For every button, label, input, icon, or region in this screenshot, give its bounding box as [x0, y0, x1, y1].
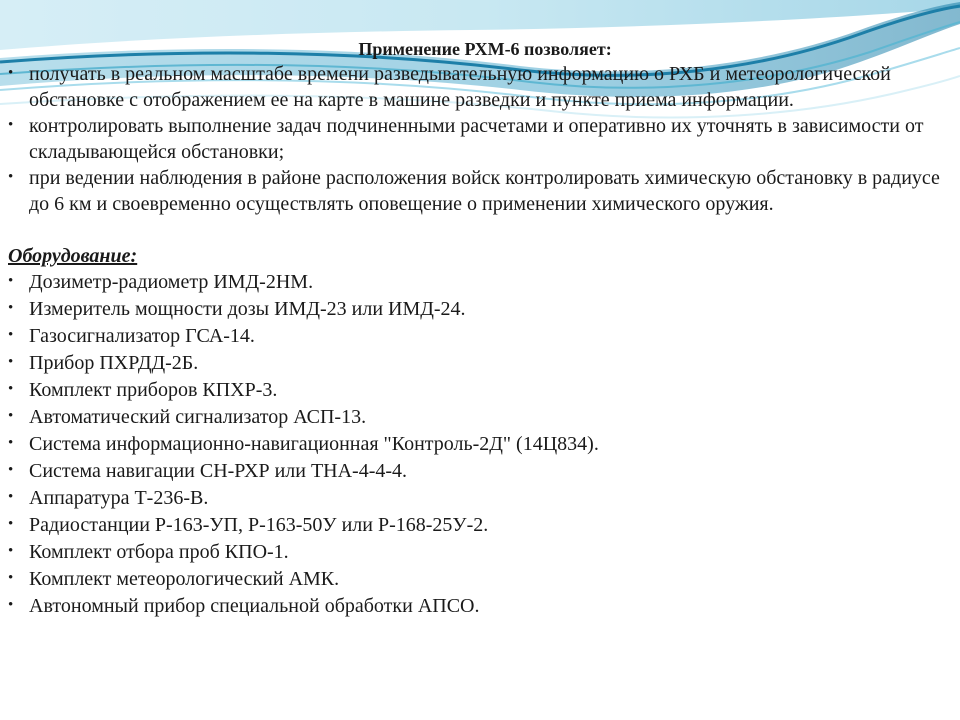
equipment-list	[0, 269, 960, 620]
bullet-icon: •	[8, 300, 14, 316]
uses-item-text: контролировать выполнение задач подчиненными расчетами и оперативно их уточнять в зависимости от складывающейся обстановки;	[29, 115, 924, 163]
equipment-item-text: Прибор ПХРДД-2Б.	[29, 352, 199, 374]
equipment-item-text: Дозиметр-радиометр ИМД-2НМ.	[29, 271, 314, 293]
bullet-icon: •	[8, 489, 14, 505]
uses-item-text: получать в реальном масштабе времени разведывательную информацию о РХБ и метеорологической обстановке с отображением ее на карте в машине разведки и пункте приема информации.	[29, 63, 891, 111]
equipment-item-text: Система навигации СН-РХР или ТНА-4-4-4.	[29, 460, 408, 482]
bullet-icon: •	[8, 169, 14, 185]
uses-item	[0, 113, 960, 165]
equipment-item-text: Комплект приборов КПХР-3.	[29, 379, 278, 401]
bullet-icon: •	[8, 597, 14, 613]
uses-item	[0, 61, 960, 113]
bullet-icon: •	[8, 516, 14, 532]
equipment-title: Оборудование:	[8, 245, 138, 267]
equipment-item-text: Система информационно-навигационная "Контроль-2Д" (14Ц834).	[29, 433, 599, 455]
equipment-item	[0, 458, 960, 485]
bullet-icon: •	[8, 273, 14, 289]
equipment-item	[0, 539, 960, 566]
bullet-icon: •	[8, 65, 14, 81]
bullet-icon: •	[8, 381, 14, 397]
bullet-icon: •	[8, 354, 14, 370]
equipment-item-text: Газосигнализатор ГСА-14.	[29, 325, 255, 347]
equipment-item	[0, 269, 960, 296]
equipment-item	[0, 566, 960, 593]
bullet-icon: •	[8, 117, 14, 133]
equipment-item	[0, 485, 960, 512]
bullet-icon: •	[8, 570, 14, 586]
slide-heading: Применение РХМ-6 позволяет:	[358, 39, 612, 59]
equipment-item-text: Автономный прибор специальной обработки АПСО.	[29, 595, 480, 617]
equipment-item	[0, 296, 960, 323]
equipment-item	[0, 323, 960, 350]
equipment-item	[0, 404, 960, 431]
equipment-item	[0, 377, 960, 404]
bullet-icon: •	[8, 327, 14, 343]
slide-content	[0, 38, 960, 620]
equipment-item-text: Комплект метеорологический АМК.	[29, 568, 340, 590]
equipment-item-text: Радиостанции Р-163-УП, Р-163-50У или Р-168-25У-2.	[29, 514, 489, 536]
equipment-item	[0, 350, 960, 377]
equipment-item-text: Измеритель мощности дозы ИМД-23 или ИМД-24.	[29, 298, 466, 320]
bullet-icon: •	[8, 462, 14, 478]
equipment-item	[0, 593, 960, 620]
equipment-item	[0, 512, 960, 539]
uses-list	[0, 61, 960, 217]
uses-item	[0, 165, 960, 217]
bullet-icon: •	[8, 543, 14, 559]
equipment-item	[0, 431, 960, 458]
equipment-item-text: Автоматический сигнализатор АСП-13.	[29, 406, 367, 428]
equipment-item-text: Комплект отбора проб КПО-1.	[29, 541, 289, 563]
uses-item-text: при ведении наблюдения в районе расположения войск контролировать химическую обстановку в радиусе до 6 км и своевременно осуществлять оповещение о применении химического оружия.	[29, 167, 940, 215]
bullet-icon: •	[8, 435, 14, 451]
equipment-item-text: Аппаратура Т-236-В.	[29, 487, 209, 509]
bullet-icon: •	[8, 408, 14, 424]
